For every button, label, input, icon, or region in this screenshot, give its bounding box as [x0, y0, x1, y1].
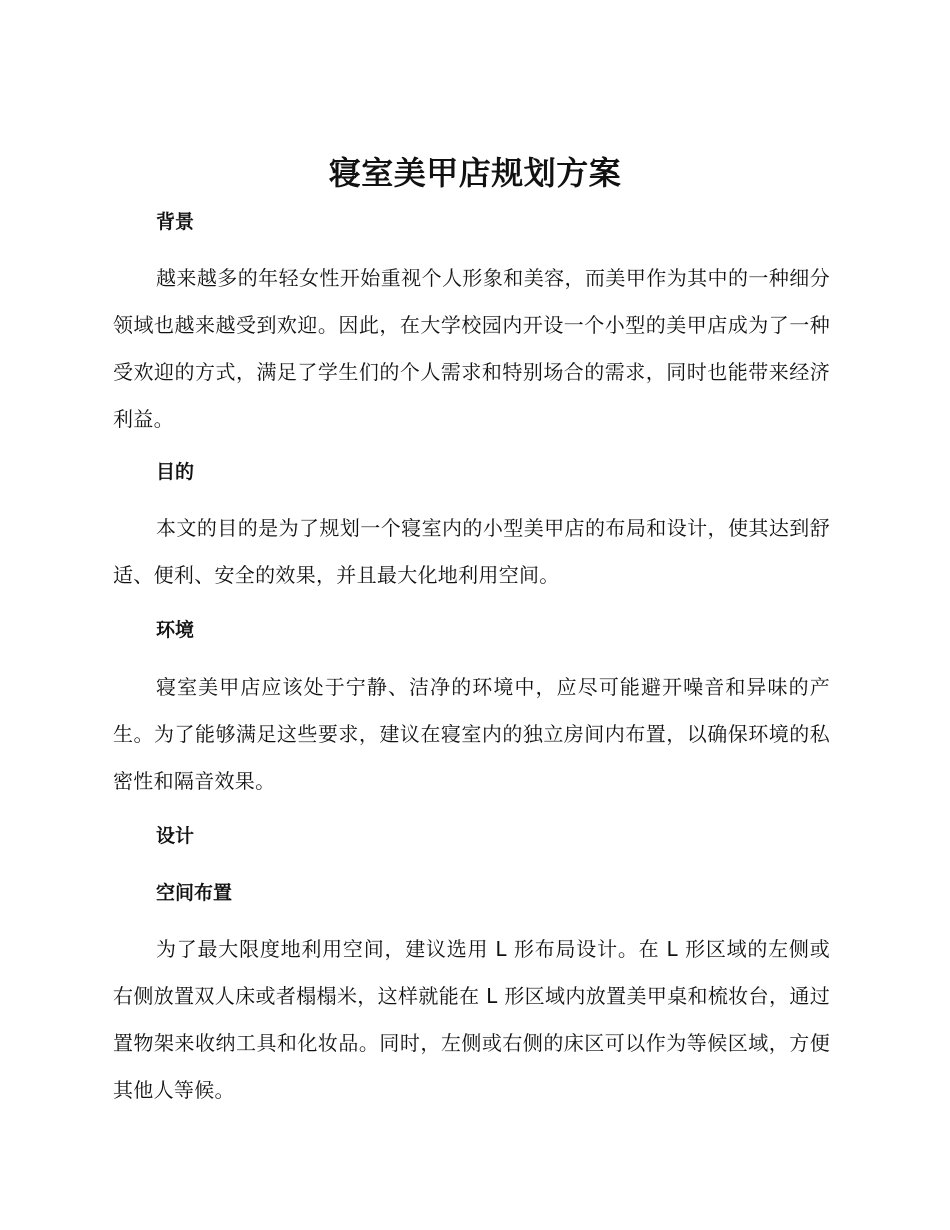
- section-paragraph-purpose: 本文的目的是为了规划一个寝室内的小型美甲店的布局和设计，使其达到舒适、便利、安全的效果，并且最大化地利用空间。: [113, 516, 830, 587]
- section-heading-design: 设计: [156, 825, 195, 847]
- section-heading-space-layout: 空间布置: [156, 882, 233, 904]
- section-paragraph-environment: 寝室美甲店应该处于宁静、洁净的环境中，应尽可能避开噪音和异味的产生。为了能够满足这些要求，建议在寝室内的独立房间内布置，以确保环境的私密性和隔音效果。: [113, 675, 830, 793]
- section-paragraph-space-layout: 为了最大限度地利用空间，建议选用 L 形布局设计。在 L 形区域的左侧或右侧放置双人床或者榻榻米，这样就能在 L 形区域内放置美甲桌和梳妆台，通过置物架来收纳工具和化妆品。同时，左侧或右侧的床区可以作为等候区域，方便其他人等候。: [113, 937, 830, 1102]
- section-heading-environment: 环境: [156, 619, 195, 641]
- section-paragraph-background: 越来越多的年轻女性开始重视个人形象和美容，而美甲作为其中的一种细分领域也越来越受到欢迎。因此，在大学校园内开设一个小型的美甲店成为了一种受欢迎的方式，满足了学生们的个人需求和特别场合的需求，同时也能带来经济利益。: [113, 266, 830, 431]
- section-heading-background: 背景: [156, 211, 195, 233]
- document-title: 寝室美甲店规划方案: [328, 154, 622, 192]
- section-heading-purpose: 目的: [156, 461, 195, 483]
